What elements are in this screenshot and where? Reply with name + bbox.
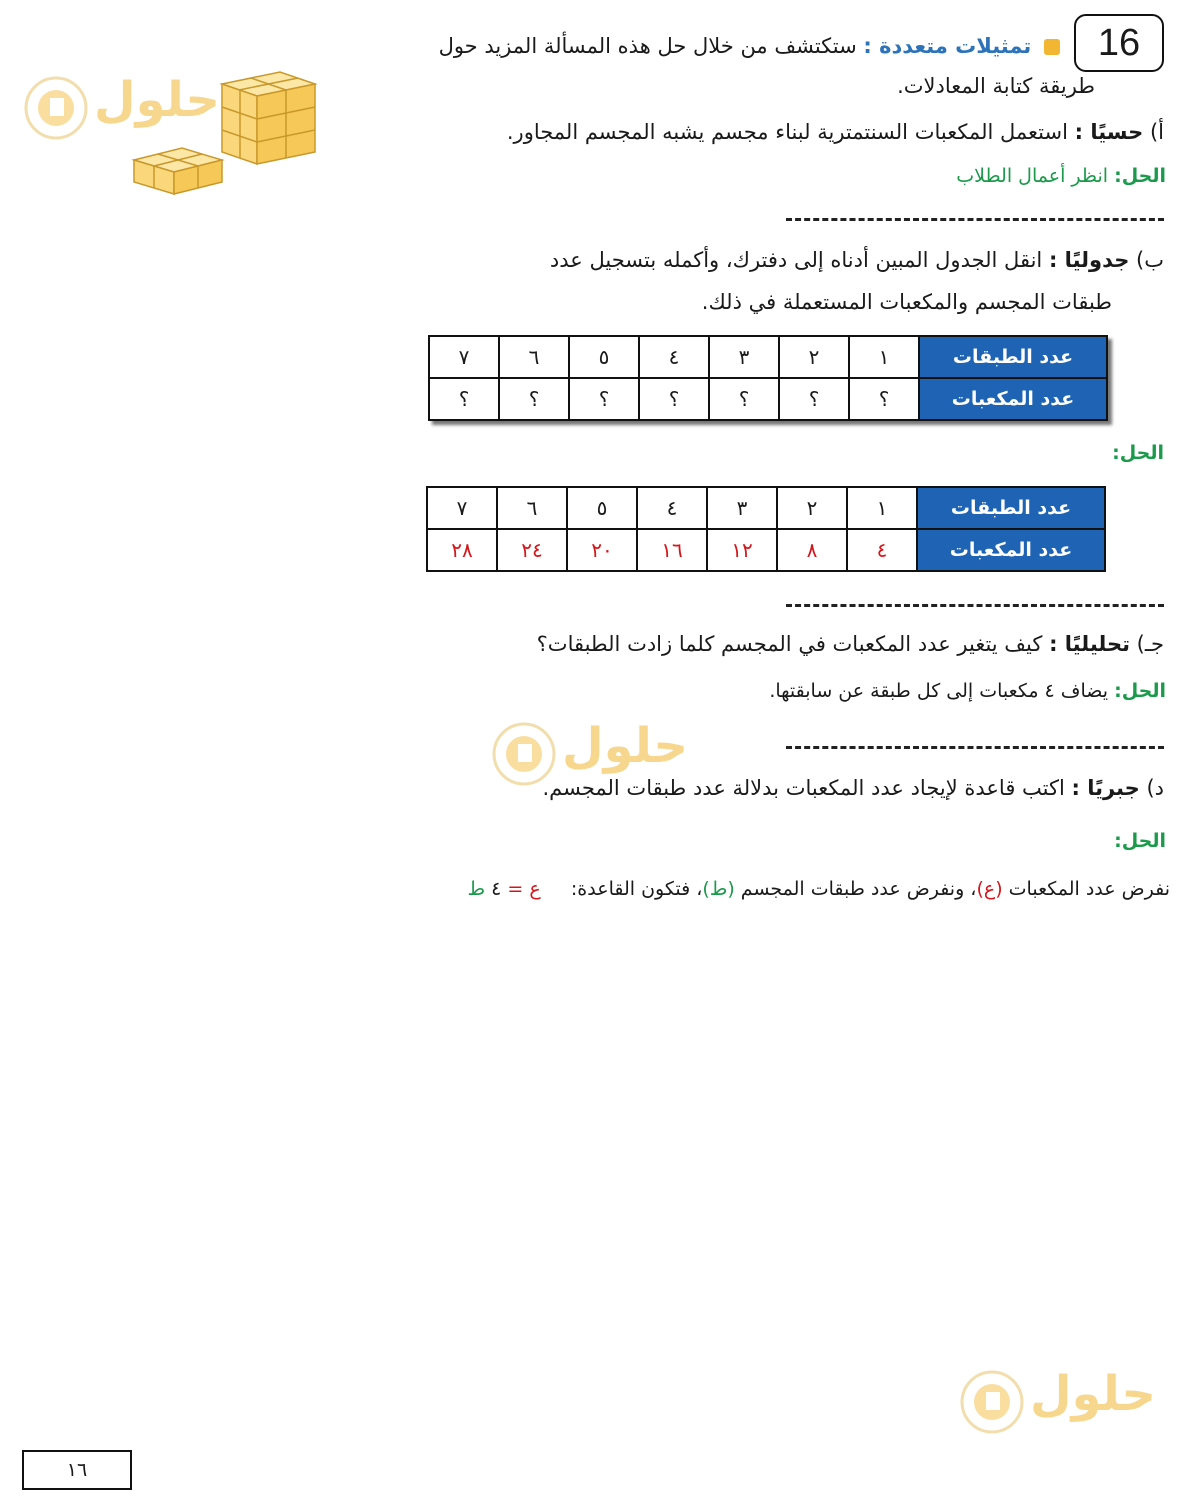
table-cell: ٨ <box>777 529 847 571</box>
intro-text-1: ستكتشف من خلال حل هذه المسألة المزيد حول <box>438 34 857 58</box>
var-cubes: (ع) <box>976 878 1003 900</box>
page-number: ١٦ <box>22 1450 132 1490</box>
part-c-question <box>537 632 1164 656</box>
table-row <box>429 378 1107 420</box>
answer-table <box>426 486 1106 572</box>
table-cell: ٥ <box>567 487 637 529</box>
part-a-text: استعمل المكعبات السنتمترية لبناء مجسم يشبه المجسم المجاور. <box>506 120 1068 144</box>
table-cell: ١٢ <box>707 529 777 571</box>
solution-label: الحل: <box>1114 680 1166 702</box>
table-cell: ٢٤ <box>497 529 567 571</box>
part-d-question <box>542 776 1164 800</box>
rule-text-1: نفرض عدد المكعبات <box>1008 878 1170 900</box>
part-c-keyword: تحليليًا : <box>1049 632 1130 656</box>
part-d-solution <box>1114 830 1166 852</box>
rule-statement <box>468 878 1170 900</box>
question-table <box>428 335 1108 421</box>
table-cell: ؟ <box>709 378 779 420</box>
table-cell: ٢ <box>777 487 847 529</box>
table-cell: ١٦ <box>637 529 707 571</box>
table-cell: ؟ <box>849 378 919 420</box>
part-b-keyword: جدوليًا : <box>1048 248 1130 272</box>
solution-label: الحل: <box>1112 442 1164 464</box>
formula-lhs: ع = <box>507 878 541 900</box>
divider <box>786 604 1164 607</box>
table-row <box>427 529 1105 571</box>
table-cell: ١ <box>847 487 917 529</box>
table-cell: ؟ <box>499 378 569 420</box>
rule-text-3: ، فتكون القاعدة: <box>570 878 703 900</box>
part-a-letter: أ) <box>1149 120 1164 144</box>
table-cell: ٧ <box>429 336 499 378</box>
table-cell: ٧ <box>427 487 497 529</box>
question-number: 16 <box>1074 14 1164 72</box>
formula-var: ط <box>467 878 486 900</box>
divider <box>786 746 1164 749</box>
solution-label: الحل: <box>1114 165 1166 187</box>
table-cell: ٦ <box>499 336 569 378</box>
row-header-layers: عدد الطبقات <box>917 487 1105 529</box>
part-b-text-2: طبقات المجسم والمكعبات المستعملة في ذلك. <box>701 290 1112 314</box>
part-d-letter: د) <box>1146 776 1164 800</box>
divider <box>786 218 1164 221</box>
part-c-letter: جـ) <box>1136 632 1164 656</box>
table-cell: ٤ <box>639 336 709 378</box>
part-b-question <box>550 248 1164 272</box>
table-cell: ٦ <box>497 487 567 529</box>
table-cell: ٣ <box>709 336 779 378</box>
part-a-question <box>507 120 1164 144</box>
formula-coef: ٤ <box>491 878 502 900</box>
rule-text-2: ، ونفرض عدد طبقات المجسم <box>740 878 977 900</box>
part-d-keyword: جبريًا : <box>1071 776 1140 800</box>
intro-keyword: تمثيلات متعددة : <box>863 34 1032 58</box>
watermark-logo <box>960 1360 1160 1444</box>
part-a-keyword: حسيًا : <box>1074 120 1144 144</box>
row-header-cubes: عدد المكعبات <box>917 529 1105 571</box>
table-cell: ٥ <box>569 336 639 378</box>
part-c-text: كيف يتغير عدد المكعبات في المجسم كلما زادت الطبقات؟ <box>536 632 1043 656</box>
table-cell: ٢ <box>779 336 849 378</box>
row-header-cubes: عدد المكعبات <box>919 378 1107 420</box>
row-header-layers: عدد الطبقات <box>919 336 1107 378</box>
table-cell: ٤ <box>847 529 917 571</box>
watermark-text: حلول <box>562 718 688 774</box>
table-cell: ٢٨ <box>427 529 497 571</box>
watermark-text: حلول <box>1030 1366 1156 1422</box>
table-cell: ؟ <box>779 378 849 420</box>
part-c-solution-text: يضاف ٤ مكعبات إلى كل طبقة عن سابقتها. <box>769 680 1109 702</box>
part-d-text: اكتب قاعدة لإيجاد عدد المكعبات بدلالة عدد طبقات المجسم. <box>542 776 1065 800</box>
table-cell: ؟ <box>639 378 709 420</box>
intro-text-2: طريقة كتابة المعادلات. <box>897 74 1095 98</box>
solution-label: الحل: <box>1114 830 1166 852</box>
table-row <box>429 336 1107 378</box>
table-cell: ؟ <box>429 378 499 420</box>
table-cell: ؟ <box>569 378 639 420</box>
part-b-letter: ب) <box>1136 248 1164 272</box>
intro-line-1 <box>439 34 1060 58</box>
part-a-solution <box>956 165 1166 187</box>
table-cell: ٤ <box>637 487 707 529</box>
bullet-icon <box>1044 39 1060 55</box>
part-b-solution <box>1112 442 1164 464</box>
table-row <box>427 487 1105 529</box>
part-c-solution <box>769 680 1166 702</box>
part-a-solution-text: انظر أعمال الطلاب <box>956 165 1109 187</box>
part-b-text-1: انقل الجدول المبين أدناه إلى دفترك، وأكمله بتسجيل عدد <box>549 248 1043 272</box>
table-cell: ٢٠ <box>567 529 637 571</box>
watermark-text: حلول <box>94 72 220 128</box>
var-layers: (ط) <box>702 878 735 900</box>
table-cell: ١ <box>849 336 919 378</box>
watermark-logo <box>24 66 224 150</box>
table-cell: ٣ <box>707 487 777 529</box>
